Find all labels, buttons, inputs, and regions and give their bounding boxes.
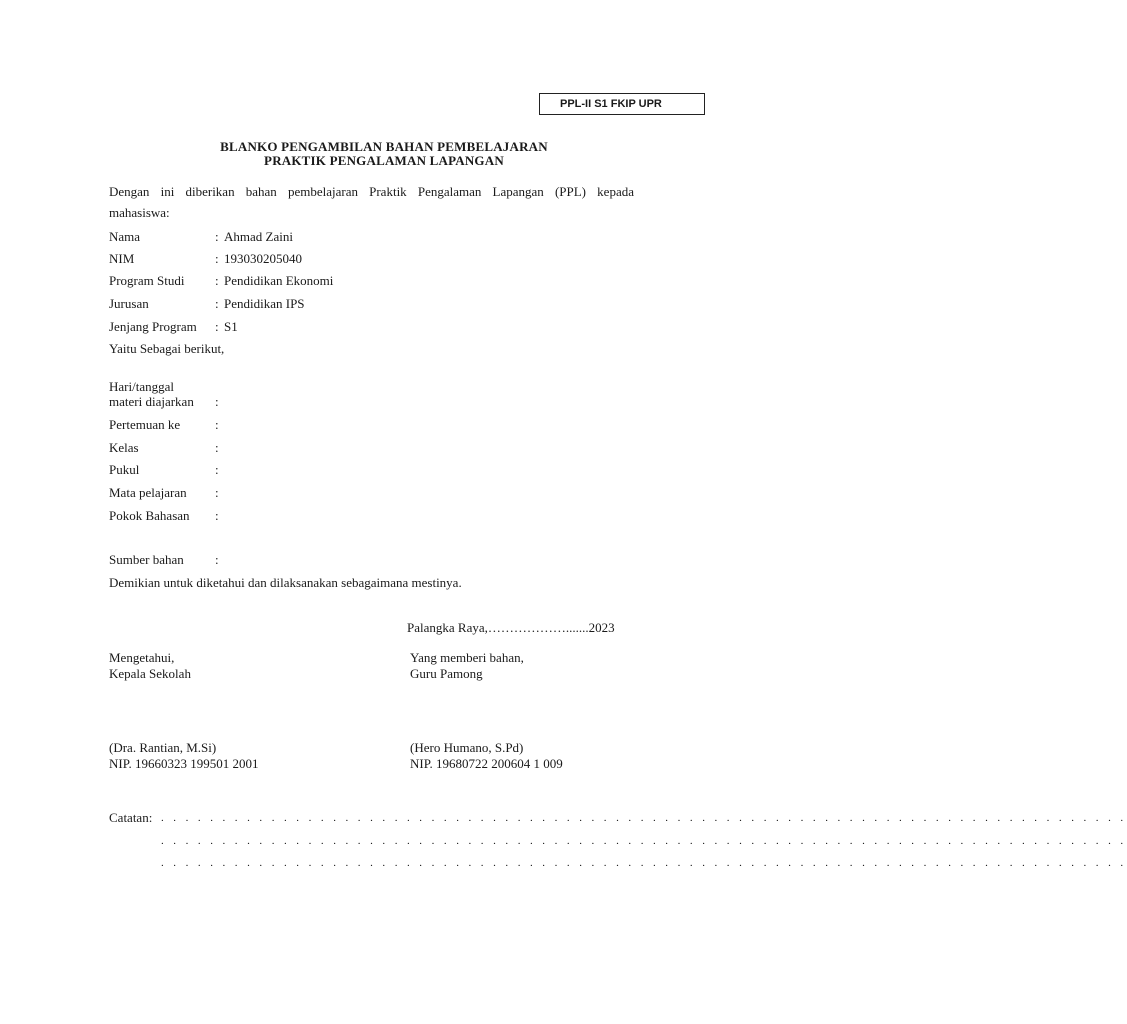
pertemuan-ke-colon: : (215, 417, 219, 432)
kelas-label: Kelas (109, 440, 139, 455)
program-studi-colon: : (215, 273, 219, 288)
nama-colon: : (215, 229, 219, 244)
left-sign-line-1: Mengetahui, (109, 650, 175, 665)
nim-label: NIM (109, 251, 135, 266)
intro-line-2: mahasiswa: (109, 205, 170, 220)
pokok-bahasan-colon: : (215, 508, 219, 523)
document-title-line-2: PRAKTIK PENGALAMAN LAPANGAN (264, 153, 504, 168)
kelas-colon: : (215, 440, 219, 455)
jenjang-program-colon: : (215, 319, 219, 334)
notes-dotted-line-3: . . . . . . . . . . . . . . . . . . . . . . . . . . . . . . . . . . . . . . . . . . . . . . . . . . . . . . . . . . . . . . . . . . . . . . . . . . . . . . . (161, 857, 1127, 869)
jenjang-program-label: Jenjang Program (109, 319, 197, 334)
left-signer-nip: NIP. 19660323 199501 2001 (109, 756, 259, 771)
mata-pelajaran-colon: : (215, 485, 219, 500)
notes-dotted-line-2: . . . . . . . . . . . . . . . . . . . . . . . . . . . . . . . . . . . . . . . . . . . . . . . . . . . . . . . . . . . . . . . . . . . . . . . . . . . . . . . (161, 835, 1127, 847)
nim-colon: : (215, 251, 219, 266)
document-title-line-1: BLANKO PENGAMBILAN BAHAN PEMBELAJARAN (220, 139, 548, 154)
pukul-label: Pukul (109, 462, 140, 477)
program-studi-label: Program Studi (109, 273, 185, 288)
right-sign-line-2: Guru Pamong (410, 666, 483, 681)
jurusan-label: Jurusan (109, 296, 149, 311)
right-sign-line-1: Yang memberi bahan, (410, 650, 524, 665)
right-signer-nip: NIP. 19680722 200604 1 009 (410, 756, 563, 771)
right-signer-name: (Hero Humano, S.Pd) (410, 740, 524, 755)
intro-line-1: Dengan ini diberikan bahan pembelajaran Praktik Pengalaman Lapangan (PPL) kepada (109, 184, 634, 199)
program-studi-value: Pendidikan Ekonomi (224, 273, 334, 288)
mata-pelajaran-label: Mata pelajaran (109, 485, 187, 500)
sumber-bahan-label: Sumber bahan (109, 552, 184, 567)
left-signer-name: (Dra. Rantian, M.Si) (109, 740, 217, 755)
pukul-colon: : (215, 462, 219, 477)
jenjang-program-value: S1 (224, 319, 238, 334)
notes-dotted-line-1: . . . . . . . . . . . . . . . . . . . . . . . . . . . . . . . . . . . . . . . . . . . . . . . . . . . . . . . . . . . . . . . . . . . . . . . . . . . . . . . (161, 812, 1127, 824)
notes-label: Catatan: (109, 810, 153, 825)
place-date: Palangka Raya,……………….......2023 (407, 620, 615, 635)
form-code-box: PPL-II S1 FKIP UPR (539, 93, 705, 115)
following-text: Yaitu Sebagai berikut, (109, 341, 225, 356)
pertemuan-ke-label: Pertemuan ke (109, 417, 181, 432)
hari-tanggal-colon: : (215, 394, 219, 409)
closing-text: Demikian untuk diketahui dan dilaksanakan sebagaimana mestinya. (109, 575, 462, 590)
sumber-bahan-colon: : (215, 552, 219, 567)
materi-diajarkan-label: materi diajarkan (109, 394, 194, 409)
nama-label: Nama (109, 229, 141, 244)
pokok-bahasan-label: Pokok Bahasan (109, 508, 190, 523)
nim-value: 193030205040 (224, 251, 302, 266)
nama-value: Ahmad Zaini (224, 229, 293, 244)
jurusan-colon: : (215, 296, 219, 311)
jurusan-value: Pendidikan IPS (224, 296, 305, 311)
hari-tanggal-label: Hari/tanggal (109, 379, 174, 394)
left-sign-line-2: Kepala Sekolah (109, 666, 191, 681)
